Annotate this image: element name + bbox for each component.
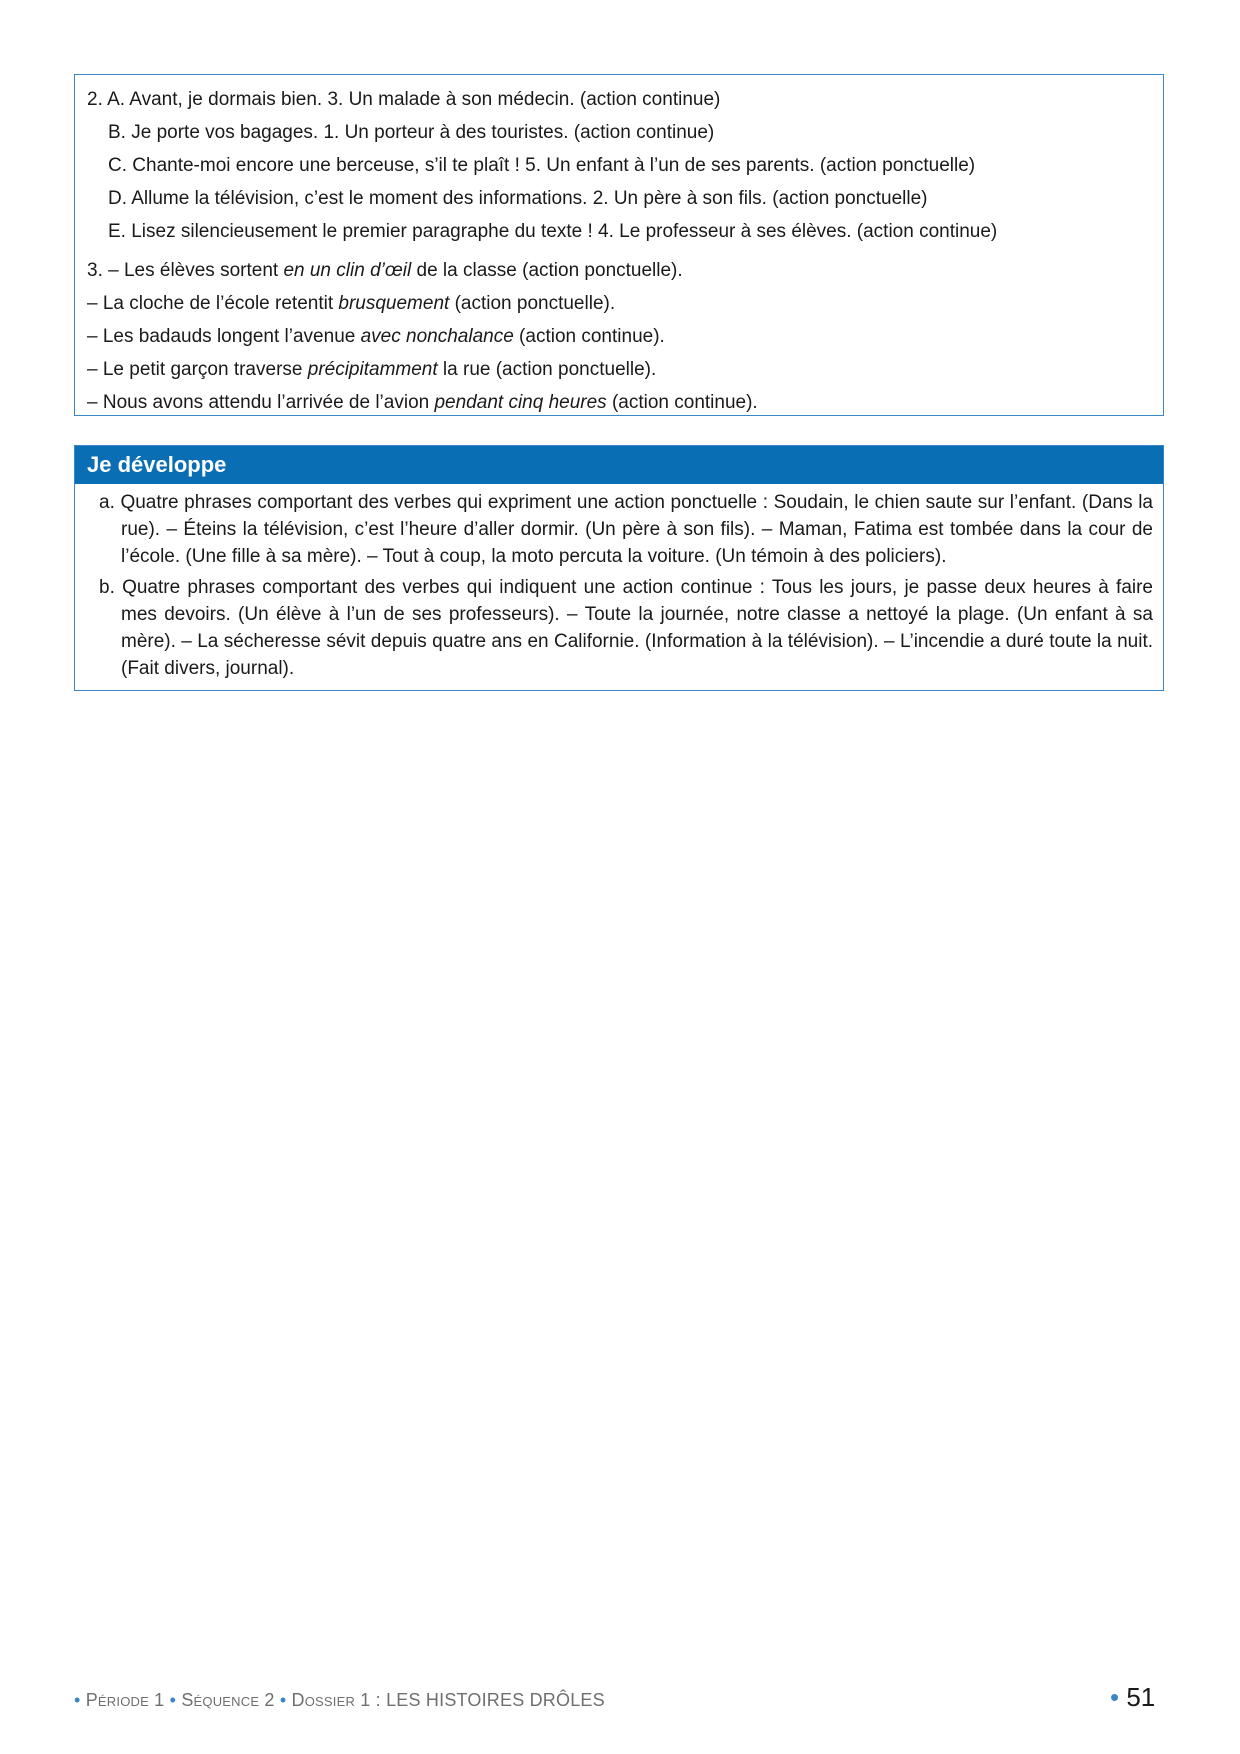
page-number	[1110, 1682, 1155, 1713]
develop-item-a: a. Quatre phrases comportant des verbes qui expriment une action ponctuelle : Soudain, le chien saute sur l’enfant. (Dans la rue). – Éteins la télévision, c’est l’heure d’aller dormir. (Un père à son fils). – Maman, Fatima est tombée dans la cour de l’école. (Une fille à sa mère). – Tout à coup, la moto percuta la voiture. (Un témoin à des policiers).	[99, 492, 1153, 567]
develop-box	[74, 445, 1164, 691]
footer-colon: :	[370, 1690, 387, 1710]
ex3-text: de la classe (action ponctuelle).	[411, 260, 683, 281]
ex3-line-1	[87, 254, 1151, 287]
footer-theme: LES HISTOIRES DRÔLES	[386, 1690, 605, 1710]
ex3-italic: brusquement	[338, 293, 450, 314]
ex3-line-2	[87, 287, 1151, 320]
ex2-line-a: 2. A. Avant, je dormais bien. 3. Un malade à son médecin. (action continue)	[87, 89, 721, 110]
ex3-line-4	[87, 353, 1151, 386]
answer-box-exercises	[74, 74, 1164, 416]
ex2-line-e: E. Lisez silencieusement le premier paragraphe du texte ! 4. Le professeur à ses élèves. (action continue)	[108, 221, 998, 242]
develop-item-b: b. Quatre phrases comportant des verbes qui indiquent une action continue : Tous les jours, je passe deux heures à faire mes devoirs. (Un élève à l’un de ses professeurs). – Toute la journée, notre classe a nettoyé la plage. (Un enfant à sa mère). – La sécheresse sévit depuis quatre ans en Californie. (Information à la télévision). – L’incendie a duré toute la nuit. (Fait divers, journal).	[99, 577, 1153, 679]
ex3-text: – La cloche de l’école retentit	[87, 293, 339, 314]
bullet-icon: •	[74, 1690, 81, 1710]
ex3-text: – Les badauds longent l’avenue	[87, 326, 361, 347]
ex3-text: (action continue).	[606, 392, 758, 413]
ex3-text: la rue (action ponctuelle).	[437, 359, 657, 380]
footer-sequence: Séquence 2	[181, 1690, 275, 1710]
page-footer	[74, 1690, 605, 1711]
ex2-line-c: C. Chante-moi encore une berceuse, s’il te plaît ! 5. Un enfant à l’un de ses parents. (action ponctuelle)	[108, 155, 976, 176]
footer-dossier: Dossier 1	[291, 1690, 371, 1710]
develop-title: Je développe	[75, 446, 1163, 484]
ex3-italic: avec nonchalance	[360, 326, 514, 347]
ex2-line-b: B. Je porte vos bagages. 1. Un porteur à des touristes. (action continue)	[108, 122, 715, 143]
page-number-value: 51	[1126, 1682, 1156, 1712]
ex3-italic: précipitamment	[307, 359, 438, 380]
ex3-line-3	[87, 320, 1151, 353]
ex3-text: – Le petit garçon traverse	[87, 359, 308, 380]
ex3-text: (action ponctuelle).	[449, 293, 616, 314]
ex3-italic: en un clin d’œil	[283, 260, 412, 281]
bullet-icon: •	[1110, 1682, 1120, 1712]
ex2-line-d: D. Allume la télévision, c’est le moment des informations. 2. Un père à son fils. (action ponctuelle)	[108, 188, 928, 209]
ex3-line-5	[87, 386, 1151, 419]
ex3-text: – Nous avons attendu l’arrivée de l’avion	[87, 392, 435, 413]
ex3-italic: pendant cinq heures	[434, 392, 607, 413]
ex3-text: 3. – Les élèves sortent	[87, 260, 284, 281]
bullet-icon: •	[279, 1690, 287, 1710]
ex3-text: (action continue).	[513, 326, 665, 347]
footer-periode: Période 1	[85, 1690, 165, 1710]
bullet-icon: •	[169, 1690, 177, 1710]
